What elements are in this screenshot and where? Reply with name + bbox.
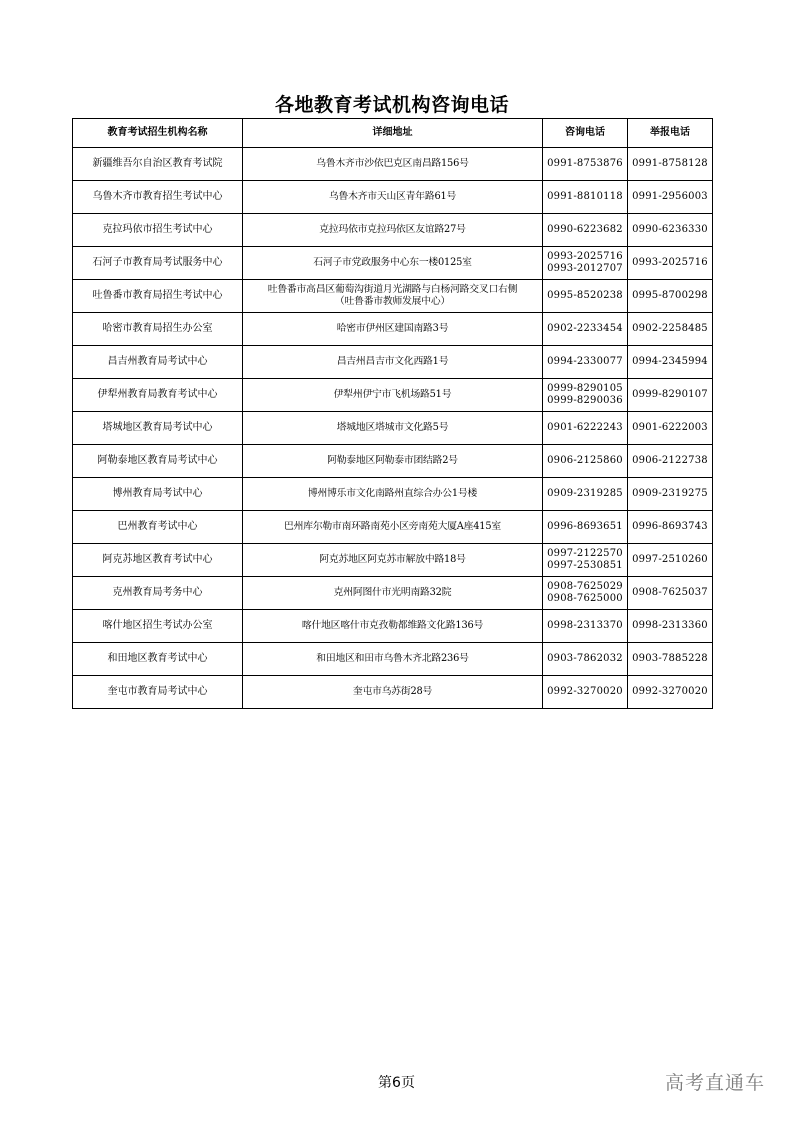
- report-phone-cell-line: 0908-7625037: [632, 587, 708, 598]
- report-phone-cell: [628, 478, 713, 511]
- institution-name-cell: 巴州教育考试中心: [73, 511, 243, 544]
- table-row: [73, 412, 713, 445]
- address-cell: [243, 280, 543, 313]
- report-phone-cell: [628, 313, 713, 346]
- address-cell: [243, 379, 543, 412]
- institution-name-cell: 阿勒泰地区教育局考试中心: [73, 445, 243, 478]
- address-cell-line: 吐鲁番市高昌区葡萄沟街道月光湖路与白杨河路交叉口右侧: [267, 284, 518, 295]
- address-cell: [243, 313, 543, 346]
- report-phone-cell-line: 0993-2025716: [632, 257, 708, 268]
- consult-phone-cell: [543, 445, 628, 478]
- report-phone-cell: [628, 379, 713, 412]
- address-cell-line: 石河子市党政服务中心东一楼0125室: [313, 257, 472, 268]
- report-phone-cell: [628, 610, 713, 643]
- consult-phone-cell: [543, 181, 628, 214]
- consult-phone-cell-line: 0909-2319285: [547, 488, 623, 499]
- table-row: [73, 148, 713, 181]
- consult-phone-cell-line: 0991-8753876: [547, 158, 623, 169]
- address-cell: [243, 445, 543, 478]
- table-row: [73, 181, 713, 214]
- report-phone-cell-line: 0901-6222003: [632, 422, 708, 433]
- consult-phone-cell-line: 0908-7625000: [547, 593, 623, 604]
- table-row: [73, 577, 713, 610]
- report-phone-cell: [628, 280, 713, 313]
- institution-name-cell: 伊犁州教育局教育考试中心: [73, 379, 243, 412]
- institution-name-cell: 克州教育局考务中心: [73, 577, 243, 610]
- address-cell-line: 和田地区和田市乌鲁木齐北路236号: [316, 653, 469, 664]
- header-address: 详细地址: [243, 119, 543, 148]
- address-cell-line: 伊犁州伊宁市飞机场路51号: [333, 389, 452, 400]
- consult-phone-cell: [543, 247, 628, 280]
- watermark: 高考直通车: [664, 1072, 765, 1094]
- consult-phone-cell-line: 0997-2530851: [547, 560, 623, 571]
- institution-name-cell: 喀什地区招生考试办公室: [73, 610, 243, 643]
- institution-name-cell: 新疆维吾尔自治区教育考试院: [73, 148, 243, 181]
- consult-phone-cell-line: 0994-2330077: [547, 356, 623, 367]
- institution-name-cell: 吐鲁番市教育局招生考试中心: [73, 280, 243, 313]
- consult-phone-cell-line: 0991-8810118: [547, 191, 623, 202]
- report-phone-cell-line: 0994-2345994: [632, 356, 708, 367]
- table-row: [73, 478, 713, 511]
- report-phone-cell-line: 0992-3270020: [632, 686, 708, 697]
- address-cell: [243, 247, 543, 280]
- consult-phone-cell: [543, 412, 628, 445]
- address-cell-line: 克州阿图什市光明南路32院: [333, 587, 452, 598]
- consult-phone-cell-line: 0993-2012707: [547, 263, 623, 274]
- report-phone-cell-line: 0991-8758128: [632, 158, 708, 169]
- address-cell-line: 博州博乐市文化南路州直综合办公1号楼: [307, 488, 478, 499]
- address-cell-line: 喀什地区喀什市克孜勒都维路文化路136号: [301, 620, 484, 631]
- consult-phone-cell-line: 0999-8290105: [547, 383, 623, 394]
- table-row: [73, 280, 713, 313]
- address-cell: [243, 214, 543, 247]
- address-cell-line: 阿克苏地区阿克苏市解放中路18号: [319, 554, 466, 565]
- table-row: [73, 346, 713, 379]
- table-row: [73, 247, 713, 280]
- table-row: [73, 511, 713, 544]
- address-cell: [243, 478, 543, 511]
- institution-name-cell: 石河子市教育局考试服务中心: [73, 247, 243, 280]
- address-cell: [243, 610, 543, 643]
- institution-name-cell: 克拉玛依市招生考试中心: [73, 214, 243, 247]
- consult-phone-cell-line: 0908-7625029: [547, 581, 623, 592]
- report-phone-cell-line: 0906-2122738: [632, 455, 708, 466]
- consult-phone-cell-line: 0998-2313370: [547, 620, 623, 631]
- consult-phone-cell-line: 0997-2122570: [547, 548, 623, 559]
- table-row: [73, 610, 713, 643]
- consult-phone-cell-line: 0906-2125860: [547, 455, 623, 466]
- consult-phone-cell: [543, 379, 628, 412]
- header-consult-phone: 咨询电话: [543, 119, 628, 148]
- header-institution-name: 教育考试招生机构名称: [73, 119, 243, 148]
- institution-name-cell: 阿克苏地区教育考试中心: [73, 544, 243, 577]
- table-row: [73, 313, 713, 346]
- institution-name-cell: 奎屯市教育局考试中心: [73, 676, 243, 709]
- table-row: [73, 643, 713, 676]
- table-row: [73, 214, 713, 247]
- address-cell: [243, 676, 543, 709]
- contact-table: [72, 118, 713, 709]
- page-number: 第6页: [378, 1075, 415, 1091]
- consult-phone-cell-line: 0993-2025716: [547, 251, 623, 262]
- table-row: [73, 445, 713, 478]
- consult-phone-cell-line: 0902-2233454: [547, 323, 623, 334]
- address-cell-line: （吐鲁番市教师发展中心）: [334, 296, 451, 307]
- address-cell-line: 克拉玛依市克拉玛依区友谊路27号: [319, 224, 466, 235]
- consult-phone-cell: [543, 577, 628, 610]
- report-phone-cell: [628, 511, 713, 544]
- consult-phone-cell-line: 0992-3270020: [547, 686, 623, 697]
- address-cell-line: 昌吉州昌吉市文化西路1号: [336, 356, 449, 367]
- consult-phone-cell: [543, 511, 628, 544]
- address-cell: [243, 346, 543, 379]
- report-phone-cell-line: 0995-8700298: [632, 290, 708, 301]
- report-phone-cell: [628, 247, 713, 280]
- report-phone-cell-line: 0991-2956003: [632, 191, 708, 202]
- consult-phone-cell: [543, 148, 628, 181]
- institution-name-cell: 博州教育局考试中心: [73, 478, 243, 511]
- report-phone-cell-line: 0903-7885228: [632, 653, 708, 664]
- report-phone-cell: [628, 181, 713, 214]
- report-phone-cell: [628, 445, 713, 478]
- report-phone-cell: [628, 148, 713, 181]
- report-phone-cell: [628, 412, 713, 445]
- consult-phone-cell: [543, 346, 628, 379]
- report-phone-cell: [628, 346, 713, 379]
- consult-phone-cell: [543, 544, 628, 577]
- consult-phone-cell: [543, 478, 628, 511]
- consult-phone-cell: [543, 313, 628, 346]
- report-phone-cell-line: 0909-2319275: [632, 488, 708, 499]
- report-phone-cell-line: 0996-8693743: [632, 521, 708, 532]
- address-cell: [243, 181, 543, 214]
- page-title: 各地教育考试机构咨询电话: [274, 94, 509, 116]
- table-row: [73, 544, 713, 577]
- table-row: [73, 676, 713, 709]
- report-phone-cell: [628, 544, 713, 577]
- consult-phone-cell-line: 0999-8290036: [547, 395, 623, 406]
- address-cell-line: 巴州库尔勒市南环路南苑小区旁南苑大厦A座415室: [284, 521, 501, 532]
- consult-phone-cell-line: 0995-8520238: [547, 290, 623, 301]
- institution-name-cell: 和田地区教育考试中心: [73, 643, 243, 676]
- institution-name-cell: 哈密市教育局招生办公室: [73, 313, 243, 346]
- consult-phone-cell: [543, 610, 628, 643]
- consult-phone-cell-line: 0903-7862032: [547, 653, 623, 664]
- address-cell-line: 奎屯市乌苏街28号: [352, 686, 433, 697]
- report-phone-cell: [628, 643, 713, 676]
- address-cell: [243, 544, 543, 577]
- address-cell: [243, 577, 543, 610]
- report-phone-cell-line: 0990-6236330: [632, 224, 708, 235]
- address-cell-line: 塔城地区塔城市文化路5号: [336, 422, 449, 433]
- consult-phone-cell: [543, 643, 628, 676]
- address-cell: [243, 412, 543, 445]
- report-phone-cell-line: 0998-2313360: [632, 620, 708, 631]
- address-cell: [243, 148, 543, 181]
- consult-phone-cell: [543, 676, 628, 709]
- table-row: [73, 379, 713, 412]
- address-cell-line: 阿勒泰地区阿勒泰市团结路2号: [327, 455, 458, 466]
- consult-phone-cell: [543, 214, 628, 247]
- report-phone-cell: [628, 676, 713, 709]
- address-cell-line: 乌鲁木齐市沙依巴克区南昌路156号: [316, 158, 469, 169]
- address-cell-line: 乌鲁木齐市天山区青年路61号: [328, 191, 457, 202]
- institution-name-cell: 昌吉州教育局考试中心: [73, 346, 243, 379]
- institution-name-cell: 塔城地区教育局考试中心: [73, 412, 243, 445]
- report-phone-cell-line: 0999-8290107: [632, 389, 708, 400]
- table-body: [73, 148, 713, 709]
- address-cell: [243, 511, 543, 544]
- report-phone-cell-line: 0997-2510260: [632, 554, 708, 565]
- report-phone-cell: [628, 214, 713, 247]
- report-phone-cell-line: 0902-2258485: [632, 323, 708, 334]
- report-phone-cell: [628, 577, 713, 610]
- consult-phone-cell-line: 0990-6223682: [547, 224, 623, 235]
- address-cell: [243, 643, 543, 676]
- consult-phone-cell-line: 0901-6222243: [547, 422, 623, 433]
- institution-name-cell: 乌鲁木齐市教育招生考试中心: [73, 181, 243, 214]
- table-header-row: [73, 119, 713, 148]
- consult-phone-cell: [543, 280, 628, 313]
- address-cell-line: 哈密市伊州区建国南路3号: [336, 323, 449, 334]
- header-report-phone: 举报电话: [628, 119, 713, 148]
- consult-phone-cell-line: 0996-8693651: [547, 521, 623, 532]
